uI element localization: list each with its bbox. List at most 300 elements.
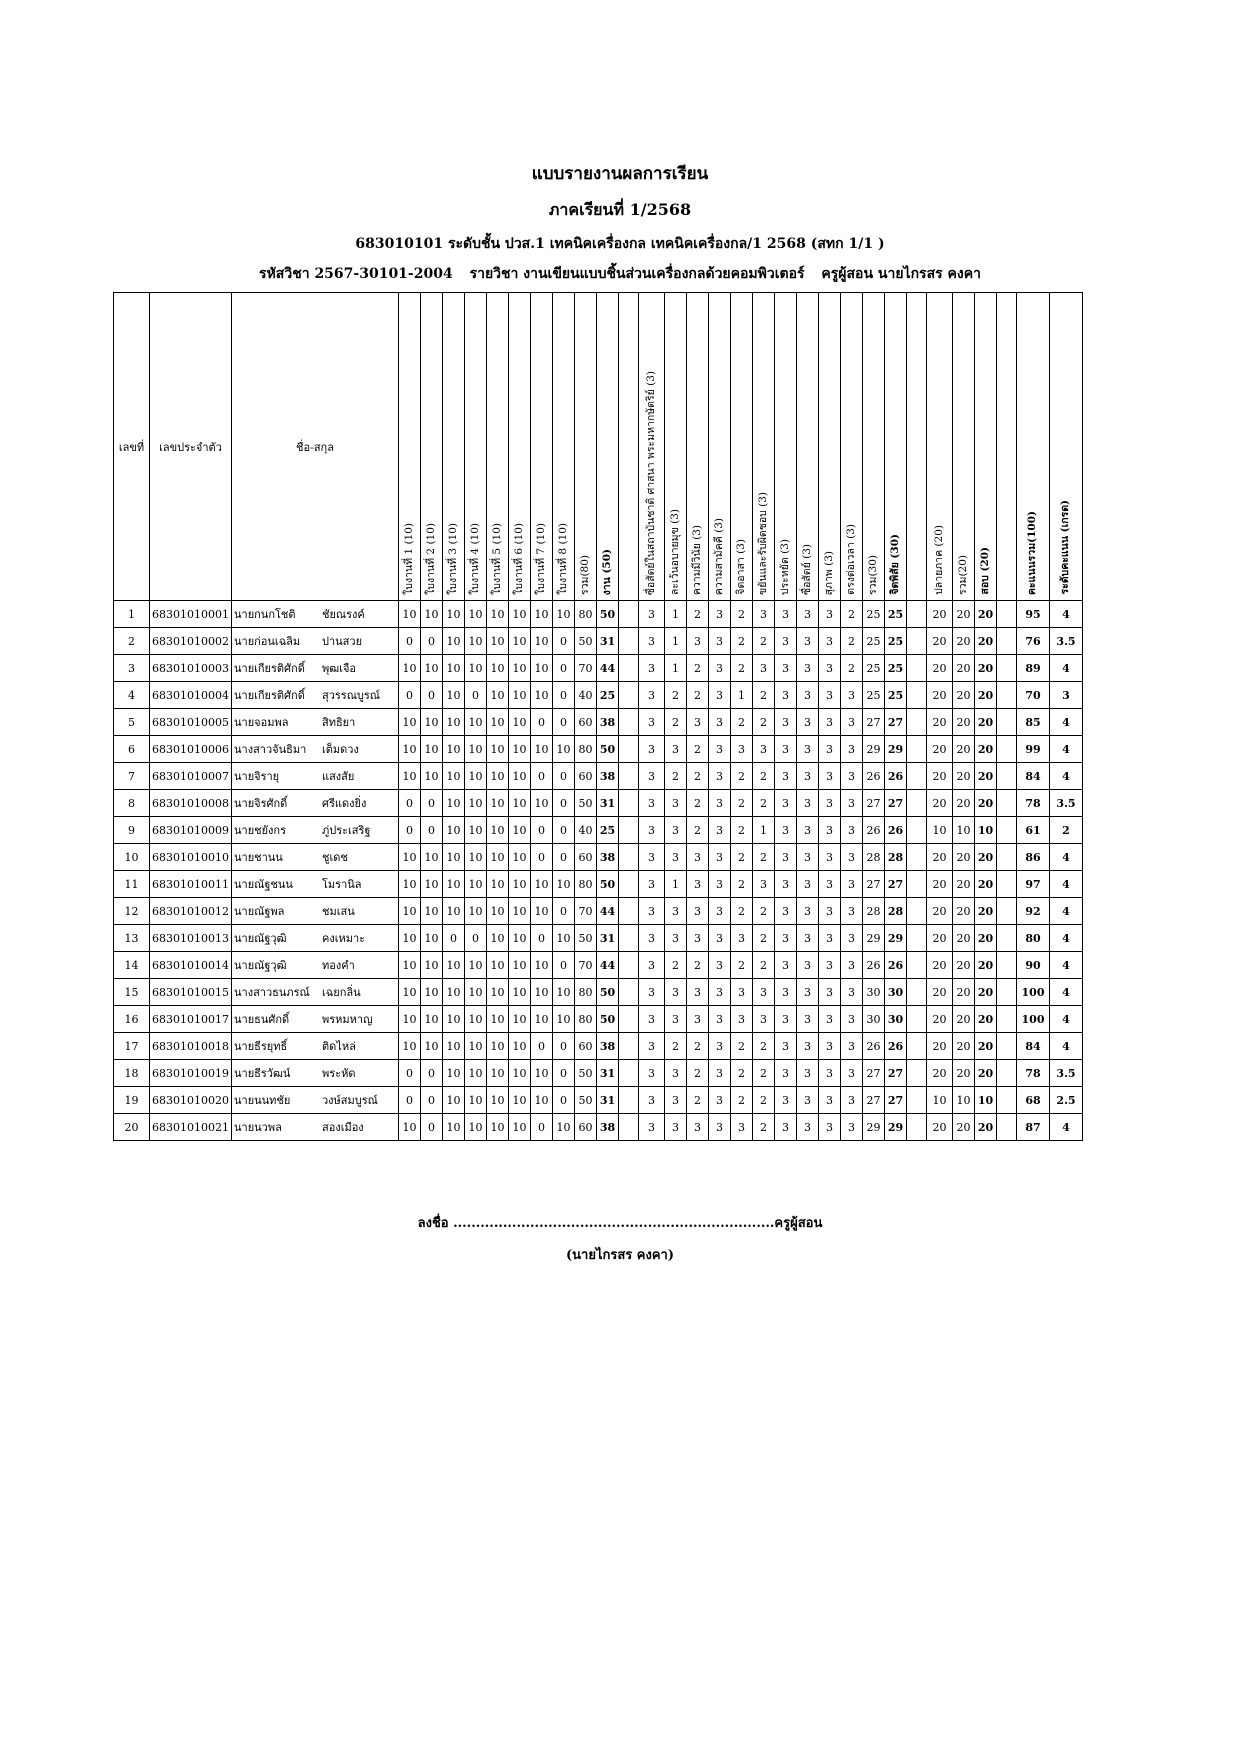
cell-id: 68301010005 bbox=[150, 709, 232, 736]
cell-task: 0 bbox=[553, 790, 575, 817]
cell-attitude: 2 bbox=[753, 682, 775, 709]
cell-no: 15 bbox=[114, 979, 150, 1006]
cell-task: 0 bbox=[531, 1033, 553, 1060]
cell-exam: 20 bbox=[975, 844, 997, 871]
cell-task: 10 bbox=[421, 871, 443, 898]
cell-final-sum: 20 bbox=[953, 601, 975, 628]
cell-final-sum: 20 bbox=[953, 925, 975, 952]
cell-attitude: 3 bbox=[841, 1114, 863, 1141]
cell-attitude: 3 bbox=[797, 709, 819, 736]
cell-spacer bbox=[619, 736, 639, 763]
cell-att-score: 29 bbox=[885, 925, 907, 952]
cell-attitude: 3 bbox=[639, 790, 665, 817]
last-name: ชูเดช bbox=[322, 851, 348, 864]
cell-task-sum: 50 bbox=[575, 1087, 597, 1114]
cell-att-score: 27 bbox=[885, 871, 907, 898]
table-row bbox=[114, 1087, 1083, 1114]
first-name: นายเกียรติศักดิ์ bbox=[234, 689, 305, 702]
cell-work-score: 31 bbox=[597, 925, 619, 952]
cell-attitude: 3 bbox=[639, 655, 665, 682]
cell-attitude: 2 bbox=[665, 682, 687, 709]
cell-attitude: 3 bbox=[665, 817, 687, 844]
cell-task: 10 bbox=[509, 1006, 531, 1033]
cell-no: 10 bbox=[114, 844, 150, 871]
cell-attitude: 3 bbox=[687, 925, 709, 952]
col-header-task: ใบงานที่ 5 (10) bbox=[487, 293, 509, 601]
first-name: นายจิรายุ bbox=[234, 770, 280, 783]
cell-exam: 20 bbox=[975, 1006, 997, 1033]
cell-name bbox=[232, 898, 399, 925]
cell-task: 10 bbox=[465, 1060, 487, 1087]
cell-final: 20 bbox=[927, 844, 953, 871]
cell-spacer bbox=[907, 709, 927, 736]
cell-task: 10 bbox=[531, 1060, 553, 1087]
cell-final-sum: 20 bbox=[953, 763, 975, 790]
cell-task: 10 bbox=[399, 763, 421, 790]
cell-work-score: 50 bbox=[597, 979, 619, 1006]
cell-attitude: 3 bbox=[797, 1087, 819, 1114]
col-header-total: คะแนนรวม(100) bbox=[1017, 293, 1050, 601]
cell-spacer bbox=[619, 817, 639, 844]
cell-attitude: 2 bbox=[687, 952, 709, 979]
cell-attitude: 3 bbox=[639, 1087, 665, 1114]
table-row bbox=[114, 952, 1083, 979]
cell-attitude: 3 bbox=[775, 709, 797, 736]
cell-task: 10 bbox=[487, 925, 509, 952]
table-row bbox=[114, 979, 1083, 1006]
cell-attitude: 3 bbox=[665, 925, 687, 952]
cell-task: 10 bbox=[465, 763, 487, 790]
cell-attitude: 2 bbox=[753, 898, 775, 925]
cell-spacer bbox=[997, 979, 1017, 1006]
last-name: พุฒเจือ bbox=[322, 662, 356, 675]
cell-attitude: 3 bbox=[819, 601, 841, 628]
col-header-attitude: ประหยัด (3) bbox=[775, 293, 797, 601]
cell-task: 10 bbox=[443, 736, 465, 763]
last-name: พรหมหาญ bbox=[322, 1013, 373, 1026]
cell-work-score: 25 bbox=[597, 682, 619, 709]
cell-att-score: 25 bbox=[885, 628, 907, 655]
table-body bbox=[114, 601, 1083, 1141]
cell-attitude: 3 bbox=[709, 736, 731, 763]
last-name: เฉยกลิ่น bbox=[322, 986, 361, 999]
cell-attitude: 3 bbox=[665, 844, 687, 871]
cell-work-score: 38 bbox=[597, 1033, 619, 1060]
cell-attitude: 3 bbox=[819, 790, 841, 817]
cell-final-sum: 20 bbox=[953, 655, 975, 682]
cell-exam: 20 bbox=[975, 1060, 997, 1087]
cell-task: 10 bbox=[487, 682, 509, 709]
cell-grade: 4 bbox=[1050, 709, 1083, 736]
cell-att-sum: 29 bbox=[863, 1114, 885, 1141]
last-name: ชัยณรงค์ bbox=[322, 608, 365, 621]
cell-attitude: 3 bbox=[665, 979, 687, 1006]
cell-att-sum: 25 bbox=[863, 682, 885, 709]
cell-attitude: 3 bbox=[775, 682, 797, 709]
cell-total: 99 bbox=[1017, 736, 1050, 763]
cell-grade: 2 bbox=[1050, 817, 1083, 844]
cell-grade: 4 bbox=[1050, 1033, 1083, 1060]
cell-id: 68301010017 bbox=[150, 1006, 232, 1033]
cell-task: 0 bbox=[421, 817, 443, 844]
cell-grade: 4 bbox=[1050, 979, 1083, 1006]
cell-attitude: 3 bbox=[841, 844, 863, 871]
last-name: พระหัด bbox=[322, 1067, 356, 1080]
first-name: นายก่อนเฉลิม bbox=[234, 635, 301, 648]
cell-final: 20 bbox=[927, 979, 953, 1006]
report-title: แบบรายงานผลการเรียน bbox=[531, 164, 709, 184]
cell-exam: 20 bbox=[975, 1114, 997, 1141]
cell-attitude: 3 bbox=[731, 736, 753, 763]
cell-task: 10 bbox=[465, 817, 487, 844]
cell-att-sum: 25 bbox=[863, 655, 885, 682]
cell-attitude: 2 bbox=[841, 655, 863, 682]
cell-attitude: 2 bbox=[753, 1087, 775, 1114]
cell-att-score: 30 bbox=[885, 1006, 907, 1033]
cell-spacer bbox=[997, 925, 1017, 952]
cell-attitude: 3 bbox=[819, 817, 841, 844]
last-name: เต็มดวง bbox=[322, 743, 359, 756]
table-row bbox=[114, 1060, 1083, 1087]
cell-attitude: 3 bbox=[731, 925, 753, 952]
cell-attitude: 3 bbox=[687, 871, 709, 898]
cell-spacer bbox=[619, 709, 639, 736]
first-name: นายเกียรติศักดิ์ bbox=[234, 662, 305, 675]
cell-task-sum: 80 bbox=[575, 736, 597, 763]
cell-work-score: 38 bbox=[597, 1114, 619, 1141]
cell-attitude: 3 bbox=[753, 979, 775, 1006]
cell-attitude: 3 bbox=[709, 682, 731, 709]
cell-no: 8 bbox=[114, 790, 150, 817]
cell-attitude: 3 bbox=[775, 1060, 797, 1087]
cell-no: 6 bbox=[114, 736, 150, 763]
cell-attitude: 3 bbox=[819, 979, 841, 1006]
cell-attitude: 2 bbox=[665, 1033, 687, 1060]
cell-spacer bbox=[619, 1114, 639, 1141]
cell-id: 68301010019 bbox=[150, 1060, 232, 1087]
cell-grade: 4 bbox=[1050, 736, 1083, 763]
cell-name bbox=[232, 709, 399, 736]
cell-task: 0 bbox=[531, 1114, 553, 1141]
last-name: ติดไหล่ bbox=[322, 1040, 356, 1053]
cell-spacer bbox=[907, 817, 927, 844]
cell-attitude: 3 bbox=[797, 1114, 819, 1141]
cell-final-sum: 20 bbox=[953, 844, 975, 871]
cell-total: 100 bbox=[1017, 979, 1050, 1006]
last-name: สองเมือง bbox=[322, 1121, 364, 1134]
cell-spacer bbox=[997, 1114, 1017, 1141]
cell-work-score: 38 bbox=[597, 709, 619, 736]
col-header-task: ใบงานที่ 3 (10) bbox=[443, 293, 465, 601]
cell-attitude: 3 bbox=[775, 979, 797, 1006]
cell-attitude: 3 bbox=[775, 898, 797, 925]
cell-final-sum: 20 bbox=[953, 790, 975, 817]
cell-task: 10 bbox=[399, 952, 421, 979]
cell-att-sum: 25 bbox=[863, 601, 885, 628]
cell-attitude: 2 bbox=[687, 601, 709, 628]
cell-task: 10 bbox=[443, 763, 465, 790]
cell-task: 10 bbox=[443, 709, 465, 736]
cell-attitude: 3 bbox=[639, 817, 665, 844]
cell-attitude: 3 bbox=[775, 1114, 797, 1141]
cell-task-sum: 50 bbox=[575, 628, 597, 655]
cell-grade: 4 bbox=[1050, 763, 1083, 790]
subject-line bbox=[0, 263, 1240, 285]
cell-attitude: 1 bbox=[731, 682, 753, 709]
cell-spacer bbox=[997, 1033, 1017, 1060]
cell-attitude: 3 bbox=[665, 1114, 687, 1141]
cell-attitude: 2 bbox=[753, 1114, 775, 1141]
cell-task: 10 bbox=[487, 1033, 509, 1060]
cell-attitude: 2 bbox=[731, 844, 753, 871]
cell-final-sum: 20 bbox=[953, 1033, 975, 1060]
cell-att-sum: 26 bbox=[863, 1033, 885, 1060]
table-row bbox=[114, 898, 1083, 925]
col-header-attitude: ซื่อสัตย์ในสถาบันชาติ ศาสนา พระมหากษัตริย์ (3) bbox=[639, 293, 665, 601]
first-name: นายณัฐพล bbox=[234, 905, 285, 918]
cell-work-score: 50 bbox=[597, 871, 619, 898]
cell-total: 86 bbox=[1017, 844, 1050, 871]
cell-final-sum: 20 bbox=[953, 682, 975, 709]
cell-att-sum: 28 bbox=[863, 844, 885, 871]
cell-task: 10 bbox=[509, 817, 531, 844]
cell-task: 10 bbox=[399, 844, 421, 871]
cell-spacer bbox=[619, 979, 639, 1006]
cell-spacer bbox=[907, 925, 927, 952]
cell-attitude: 1 bbox=[665, 655, 687, 682]
table-row bbox=[114, 736, 1083, 763]
cell-exam: 20 bbox=[975, 736, 997, 763]
cell-attitude: 3 bbox=[841, 763, 863, 790]
table-header-row bbox=[114, 293, 1083, 601]
cell-att-score: 27 bbox=[885, 790, 907, 817]
cell-att-score: 28 bbox=[885, 898, 907, 925]
cell-total: 87 bbox=[1017, 1114, 1050, 1141]
cell-task: 10 bbox=[553, 1006, 575, 1033]
cell-attitude: 3 bbox=[709, 790, 731, 817]
cell-attitude: 3 bbox=[775, 1087, 797, 1114]
cell-attitude: 3 bbox=[841, 979, 863, 1006]
cell-spacer bbox=[619, 844, 639, 871]
cell-spacer bbox=[619, 1087, 639, 1114]
cell-attitude: 3 bbox=[665, 898, 687, 925]
cell-task: 10 bbox=[531, 628, 553, 655]
cell-spacer bbox=[997, 682, 1017, 709]
cell-id: 68301010007 bbox=[150, 763, 232, 790]
cell-attitude: 2 bbox=[731, 655, 753, 682]
cell-attitude: 2 bbox=[687, 655, 709, 682]
cell-attitude: 3 bbox=[639, 736, 665, 763]
cell-spacer bbox=[619, 628, 639, 655]
cell-attitude: 1 bbox=[665, 628, 687, 655]
cell-task: 0 bbox=[399, 628, 421, 655]
cell-task: 10 bbox=[443, 1087, 465, 1114]
cell-attitude: 3 bbox=[709, 979, 731, 1006]
cell-spacer bbox=[619, 898, 639, 925]
cell-grade: 4 bbox=[1050, 925, 1083, 952]
col-header-no: เลขที่ bbox=[114, 293, 150, 601]
col-header-name: ชื่อ-สกุล bbox=[232, 293, 399, 601]
cell-grade: 4 bbox=[1050, 871, 1083, 898]
cell-task: 10 bbox=[509, 1087, 531, 1114]
cell-total: 95 bbox=[1017, 601, 1050, 628]
cell-attitude: 3 bbox=[709, 1060, 731, 1087]
cell-attitude: 3 bbox=[841, 952, 863, 979]
cell-task: 10 bbox=[465, 1087, 487, 1114]
cell-attitude: 3 bbox=[797, 844, 819, 871]
cell-attitude: 3 bbox=[775, 1006, 797, 1033]
cell-task-sum: 80 bbox=[575, 1006, 597, 1033]
cell-task: 10 bbox=[465, 628, 487, 655]
cell-task: 10 bbox=[487, 601, 509, 628]
cell-attitude: 3 bbox=[797, 790, 819, 817]
cell-att-score: 29 bbox=[885, 736, 907, 763]
cell-total: 84 bbox=[1017, 763, 1050, 790]
cell-exam: 20 bbox=[975, 601, 997, 628]
cell-exam: 20 bbox=[975, 871, 997, 898]
cell-task: 0 bbox=[399, 1060, 421, 1087]
cell-spacer bbox=[619, 601, 639, 628]
cell-spacer bbox=[619, 790, 639, 817]
cell-attitude: 3 bbox=[841, 709, 863, 736]
cell-task: 10 bbox=[487, 763, 509, 790]
first-name: นายนวพล bbox=[234, 1121, 282, 1134]
cell-spacer bbox=[997, 871, 1017, 898]
col-header-work-score: งาน (50) bbox=[597, 293, 619, 601]
cell-task: 0 bbox=[399, 1087, 421, 1114]
table-row bbox=[114, 628, 1083, 655]
first-name: นายจิรศักดิ์ bbox=[234, 797, 288, 810]
cell-att-sum: 30 bbox=[863, 1006, 885, 1033]
cell-task: 10 bbox=[443, 979, 465, 1006]
cell-attitude: 3 bbox=[841, 871, 863, 898]
cell-attitude: 2 bbox=[687, 790, 709, 817]
cell-task: 10 bbox=[531, 1006, 553, 1033]
first-name: นายธนศักดิ์ bbox=[234, 1013, 290, 1026]
table-row bbox=[114, 682, 1083, 709]
cell-attitude: 3 bbox=[819, 1114, 841, 1141]
cell-attitude: 3 bbox=[797, 952, 819, 979]
cell-att-score: 25 bbox=[885, 601, 907, 628]
cell-attitude: 3 bbox=[665, 790, 687, 817]
cell-task: 10 bbox=[465, 979, 487, 1006]
cell-exam: 20 bbox=[975, 898, 997, 925]
cell-task-sum: 50 bbox=[575, 925, 597, 952]
cell-task: 10 bbox=[487, 817, 509, 844]
cell-grade: 3.5 bbox=[1050, 790, 1083, 817]
cell-final: 20 bbox=[927, 736, 953, 763]
cell-attitude: 2 bbox=[731, 709, 753, 736]
cell-task: 10 bbox=[509, 790, 531, 817]
cell-attitude: 3 bbox=[639, 601, 665, 628]
cell-final-sum: 20 bbox=[953, 628, 975, 655]
cell-spacer bbox=[619, 871, 639, 898]
cell-final-sum: 20 bbox=[953, 979, 975, 1006]
cell-task: 10 bbox=[487, 871, 509, 898]
cell-attitude: 3 bbox=[775, 763, 797, 790]
col-header-task: ใบงานที่ 4 (10) bbox=[465, 293, 487, 601]
cell-no: 19 bbox=[114, 1087, 150, 1114]
cell-attitude: 2 bbox=[687, 1060, 709, 1087]
table-row bbox=[114, 1033, 1083, 1060]
cell-final-sum: 10 bbox=[953, 817, 975, 844]
cell-att-sum: 27 bbox=[863, 709, 885, 736]
cell-attitude: 3 bbox=[775, 736, 797, 763]
cell-exam: 10 bbox=[975, 1087, 997, 1114]
cell-attitude: 3 bbox=[775, 601, 797, 628]
cell-name bbox=[232, 1060, 399, 1087]
col-header-attitude: ตรงต่อเวลา (3) bbox=[841, 293, 863, 601]
cell-attitude: 3 bbox=[753, 601, 775, 628]
cell-att-score: 25 bbox=[885, 682, 907, 709]
cell-task: 10 bbox=[531, 979, 553, 1006]
cell-total: 84 bbox=[1017, 1033, 1050, 1060]
last-name: คงเหมาะ bbox=[322, 932, 366, 945]
cell-attitude: 3 bbox=[639, 1006, 665, 1033]
cell-work-score: 25 bbox=[597, 817, 619, 844]
cell-spacer bbox=[907, 1114, 927, 1141]
cell-att-score: 29 bbox=[885, 1114, 907, 1141]
cell-id: 68301010001 bbox=[150, 601, 232, 628]
cell-attitude: 2 bbox=[731, 790, 753, 817]
cell-no: 2 bbox=[114, 628, 150, 655]
cell-attitude: 1 bbox=[665, 601, 687, 628]
cell-exam: 20 bbox=[975, 709, 997, 736]
cell-task: 10 bbox=[421, 898, 443, 925]
cell-no: 13 bbox=[114, 925, 150, 952]
cell-final-sum: 20 bbox=[953, 898, 975, 925]
cell-attitude: 3 bbox=[819, 925, 841, 952]
cell-task: 10 bbox=[465, 1114, 487, 1141]
first-name: นายณัฐวุฒิ bbox=[234, 932, 287, 945]
cell-attitude: 3 bbox=[797, 736, 819, 763]
cell-task: 10 bbox=[509, 871, 531, 898]
cell-total: 92 bbox=[1017, 898, 1050, 925]
cell-attitude: 3 bbox=[753, 736, 775, 763]
cell-work-score: 44 bbox=[597, 952, 619, 979]
cell-task: 0 bbox=[465, 925, 487, 952]
cell-final: 20 bbox=[927, 601, 953, 628]
cell-attitude: 3 bbox=[819, 736, 841, 763]
cell-attitude: 3 bbox=[797, 763, 819, 790]
first-name: นายกนกโชติ bbox=[234, 608, 296, 621]
cell-final: 10 bbox=[927, 1087, 953, 1114]
cell-task: 10 bbox=[509, 844, 531, 871]
cell-task: 10 bbox=[443, 871, 465, 898]
cell-name bbox=[232, 871, 399, 898]
cell-spacer bbox=[997, 601, 1017, 628]
cell-att-sum: 29 bbox=[863, 925, 885, 952]
table-row bbox=[114, 871, 1083, 898]
cell-task: 10 bbox=[531, 601, 553, 628]
cell-task: 0 bbox=[399, 682, 421, 709]
cell-work-score: 50 bbox=[597, 1006, 619, 1033]
cell-attitude: 3 bbox=[687, 844, 709, 871]
cell-task: 0 bbox=[421, 682, 443, 709]
cell-attitude: 3 bbox=[775, 628, 797, 655]
cell-total: 97 bbox=[1017, 871, 1050, 898]
cell-spacer bbox=[997, 790, 1017, 817]
cell-att-score: 26 bbox=[885, 952, 907, 979]
cell-task: 10 bbox=[509, 682, 531, 709]
cell-att-score: 30 bbox=[885, 979, 907, 1006]
col-header-task-sum: รวม(80) bbox=[575, 293, 597, 601]
col-header-task: ใบงานที่ 1 (10) bbox=[399, 293, 421, 601]
cell-attitude: 2 bbox=[731, 871, 753, 898]
cell-task: 10 bbox=[399, 1006, 421, 1033]
cell-exam: 20 bbox=[975, 682, 997, 709]
cell-att-score: 26 bbox=[885, 1033, 907, 1060]
